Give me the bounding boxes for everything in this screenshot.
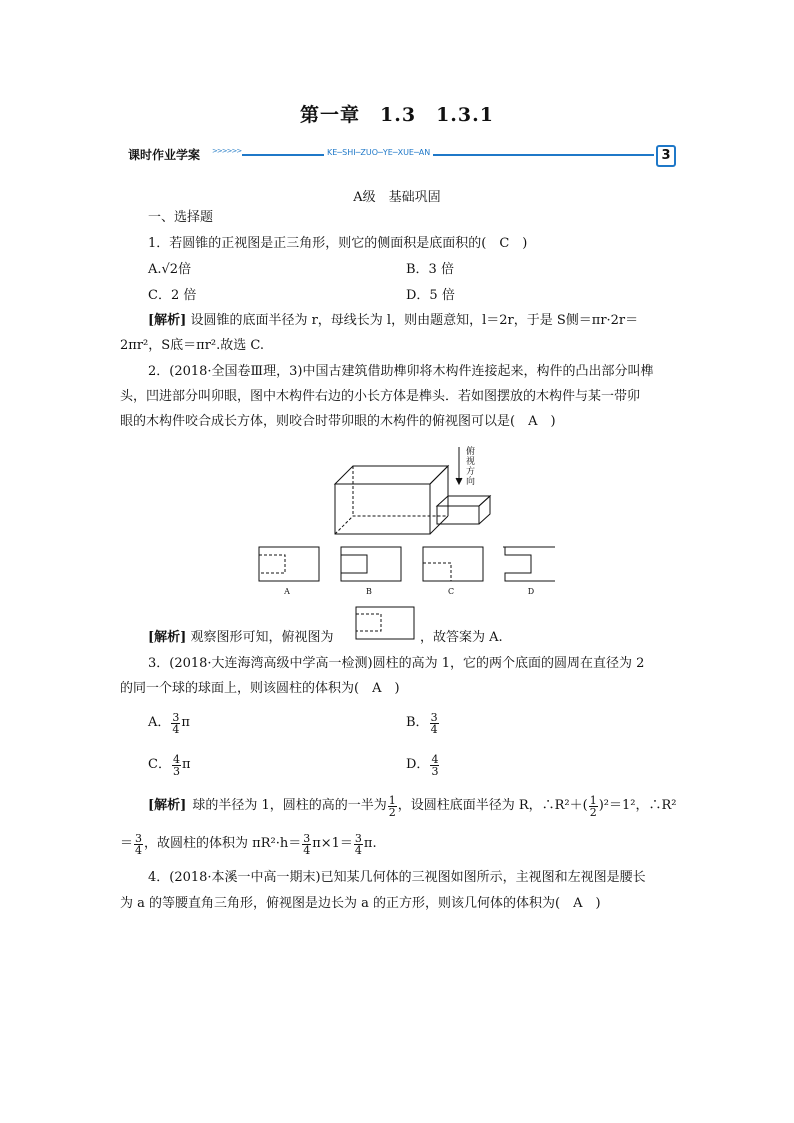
q3-analysis-a2-pre: ＝ (120, 836, 134, 851)
q3-opt-d-fraction (430, 754, 439, 777)
q3-vol-den-2: 4 (354, 843, 362, 857)
q2-option-figures (255, 545, 555, 597)
fig-label-d: D (527, 587, 535, 596)
q3-opt-c-prefix: C． (148, 757, 171, 772)
q3-opt-c-den: 3 (172, 764, 180, 778)
q3-half-den-1: 2 (388, 805, 396, 819)
q3-option-b (406, 706, 440, 740)
banner-line (242, 154, 654, 156)
q2-analysis-topview (355, 606, 415, 640)
q2-analysis-text-a: 观察图形可知，俯视图为 (190, 630, 334, 645)
q3-analysis-tag: [解析] (148, 798, 187, 813)
fig-dir-2: 方 (466, 467, 476, 477)
q3-opt-c-suffix: π (181, 757, 191, 772)
q1-analysis-line1: 设圆锥的底面半径为 r，母线长为 l，则由题意知，l＝2r，于是 S侧＝πr·2r＝ (190, 313, 639, 328)
q2-stem-line1: 2．(2018·全国卷Ⅲ理，3)中国古建筑借助榫卯将木构件连接起来，构件的凸出部分叫榫 (148, 364, 654, 379)
q1-option-c: C．2 倍 (148, 288, 197, 303)
q4-stem-line2: 为 a 的等腰直角三角形，俯视图是边长为 a 的正方形，则该几何体的体积为( A ) (120, 896, 601, 911)
q2-stem-line2: 头，凹进部分叫卯眼，图中木构件右边的小长方体是榫头．若如图摆放的木构件与某一带卯 (120, 389, 641, 404)
q3-option-c (148, 748, 191, 782)
q3-analysis-a1-pre: 球的半径为 1，圆柱的高的一半为 (192, 798, 387, 813)
q3-analysis-a2-suf: π. (363, 836, 377, 851)
section-heading: 一、选择题 (148, 210, 214, 225)
q3-vol-den-1: 4 (303, 843, 311, 857)
q3-stem-line2: 的同一个球的球面上，则该圆柱的体积为( A ) (120, 681, 400, 696)
q3-opt-d-den: 3 (431, 764, 439, 778)
q2-analysis-tag: [解析] (148, 630, 187, 645)
q3-vol-num-1: 3 (303, 831, 311, 845)
q3-vol-fraction-2 (354, 833, 363, 856)
q3-r2-fraction (134, 833, 143, 856)
fig-label-b: B (366, 587, 372, 596)
q3-opt-a-den: 4 (172, 722, 180, 736)
section-banner (124, 143, 680, 169)
q3-analysis-a1-mid: ，设圆柱底面半径为 R，∴R²＋( (397, 798, 588, 813)
q3-opt-b-fraction (430, 712, 439, 735)
q3-opt-b-den: 4 (430, 722, 438, 736)
mortise-tenon-figure (330, 442, 500, 537)
q3-analysis-a1-suf: )²＝1²，∴R² (598, 798, 677, 813)
banner-arrows: >>>>>> (212, 147, 242, 155)
q3-analysis-line2 (120, 830, 377, 858)
fig-dir-1: 视 (466, 457, 476, 467)
q1-analysis-tag: [解析] (148, 313, 187, 328)
fig-label-c: C (447, 587, 455, 596)
q1-analysis-line2: 2πr²，S底＝πr².故选 C. (120, 338, 264, 353)
q3-stem-line1: 3．(2018·大连海湾高级中学高一检测)圆柱的高为 1，它的两个底面的圆周在直径为 2 (148, 656, 645, 671)
q1-stem: 1．若圆锥的正视图是正三角形，则它的侧面积是底面积的( C ) (148, 236, 528, 251)
q1-option-a: A.√2倍 (148, 262, 192, 277)
q3-vol-num-2: 3 (354, 831, 362, 845)
q3-opt-a-prefix: A． (148, 715, 171, 730)
q3-opt-b-num: 3 (430, 710, 438, 724)
banner-label: 课时作业学案 (128, 148, 201, 162)
q3-opt-c-fraction (172, 754, 181, 777)
q3-half-num-1: 1 (388, 793, 396, 807)
banner-pinyin: KE─SHI─ZUO─YE─XUE─AN (324, 148, 433, 157)
q3-opt-c-num: 4 (172, 752, 180, 766)
q2-analysis-text-b: ，故答案为 A. (420, 630, 503, 645)
q3-r2-num: 3 (135, 831, 143, 845)
q3-analysis-a2-mid2: π×1＝ (312, 836, 353, 851)
q3-r2-den: 4 (135, 843, 143, 857)
q3-half-fraction-2 (589, 795, 598, 818)
q1-option-b: B．3 倍 (406, 262, 454, 277)
q3-option-d (406, 748, 440, 782)
q3-opt-a-num: 3 (172, 710, 180, 724)
page-title: 第一章 1.3 1.3.1 (300, 104, 494, 126)
banner-badge: 3 (656, 145, 676, 167)
q3-option-a (148, 706, 190, 740)
q3-analysis-line1 (148, 792, 676, 820)
q3-half-den-2: 2 (589, 805, 597, 819)
q3-half-fraction-1 (388, 795, 397, 818)
q2-stem-line3: 眼的木构件咬合成长方体，则咬合时带卯眼的木构件的俯视图可以是( A ) (120, 414, 556, 429)
q3-opt-a-suffix: π (181, 715, 190, 730)
fig-dir-0: 俯 (466, 447, 476, 457)
q3-analysis-a2-mid: ，故圆柱的体积为 πR²·h＝ (144, 836, 302, 851)
q3-opt-a-fraction (171, 712, 180, 735)
fig-dir-3: 向 (466, 477, 476, 487)
fig-label-a: A (284, 587, 290, 596)
level-heading: A级 基础巩固 (353, 190, 441, 205)
q3-opt-d-prefix: D． (406, 757, 430, 772)
q3-half-num-2: 1 (589, 793, 597, 807)
q1-option-d: D．5 倍 (406, 288, 455, 303)
q3-vol-fraction-1 (302, 833, 311, 856)
q4-stem-line1: 4．(2018·本溪一中高一期末)已知某几何体的三视图如图所示，主视图和左视图是腰长 (148, 870, 646, 885)
q3-opt-b-prefix: B． (406, 715, 429, 730)
q3-opt-d-num: 4 (431, 752, 439, 766)
